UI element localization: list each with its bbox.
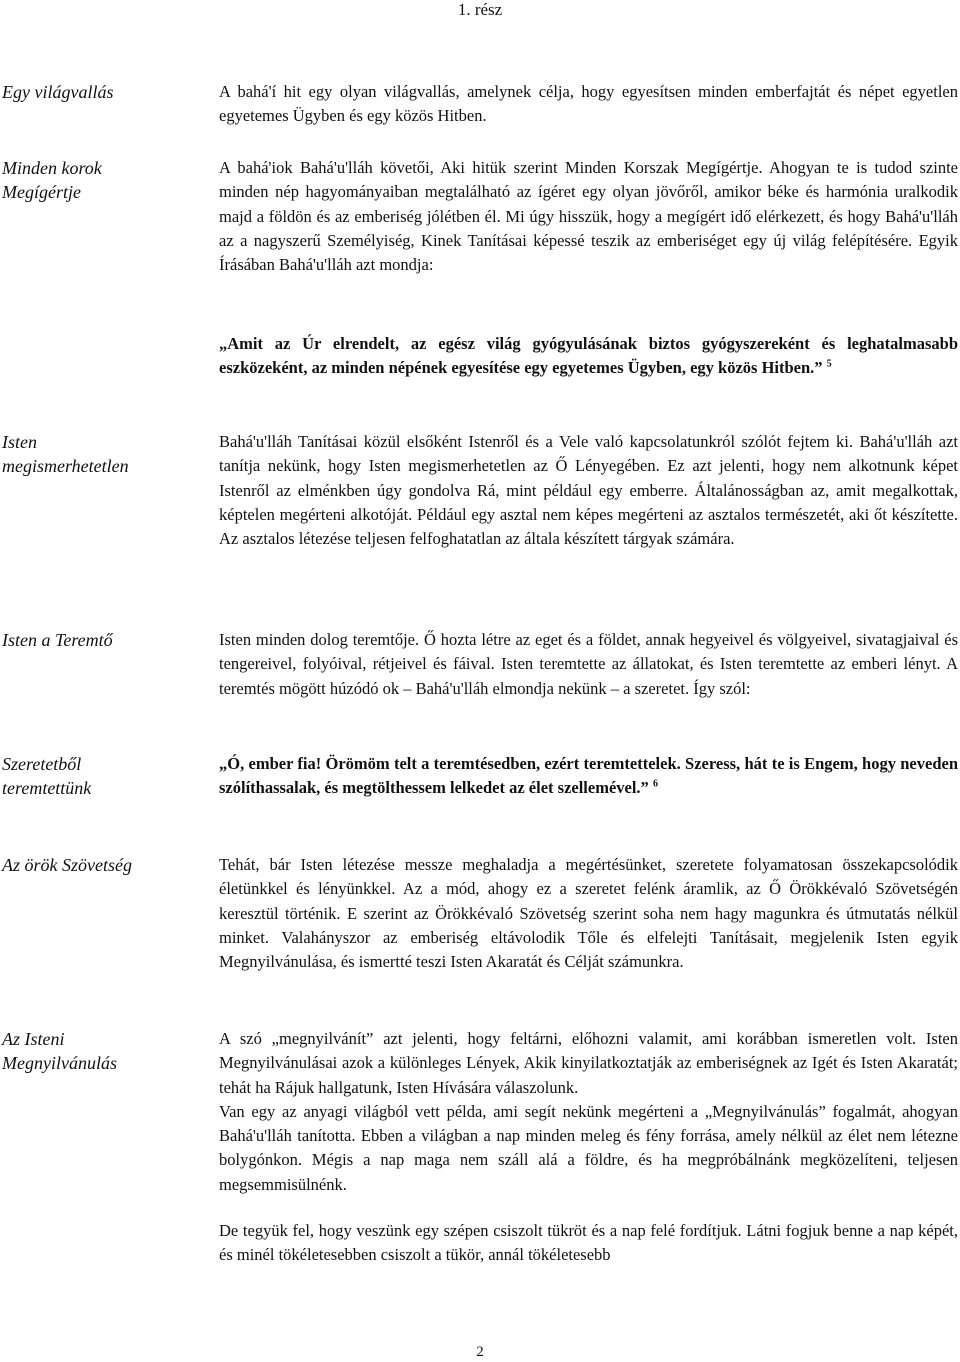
margin-heading-szeretetbol	[2, 752, 192, 800]
margin-heading-szovetseg: Az örök Szövetség	[2, 855, 132, 875]
paragraph-vilagvallas	[219, 80, 958, 129]
paragraph-megismerhetetlen	[219, 430, 958, 551]
paragraph-text: De tegyük fel, hogy veszünk egy szépen csiszolt tükröt és a nap felé fordítjuk. Látni fogjuk benne a nap képét, és minél tökéletesebben csiszolt a tükör, annál tökéletesebb	[219, 1221, 958, 1265]
quote-text: „Amit az Úr elrendelt, az egész világ gyógyulásának biztos gyógyszereként és leghatalmasabb eszközeként, az minden népének egyesítése egy egyetemes Ügyben, egy közös Hitben.”	[219, 334, 958, 378]
quote-block-2	[219, 752, 958, 801]
footnote-marker: 6	[652, 778, 658, 790]
paragraphs-megnyilvanulas	[219, 1027, 958, 1268]
margin-heading-line: Minden korok	[2, 158, 102, 178]
paragraph-szovetseg	[219, 853, 958, 974]
paragraph-text: A szó „megnyilvánít” azt jelenti, hogy feltárni, előhozni valamit, ami korábban ismeretlen volt. Isten Megnyilvánulásai azok a különleges Lények, Akik kinyilatkoztatják az emberiségnek az Igét és Isten Akaratát; tehát ha Rájuk hallgatunk, Isten Hívására válaszolunk.	[219, 1029, 958, 1097]
margin-heading-line: Isten	[2, 432, 37, 452]
margin-heading-line: teremtettünk	[2, 778, 92, 798]
quote-paragraph	[219, 332, 958, 381]
paragraph-text: A bahá'í hit egy olyan világvallás, amelynek célja, hogy egyesítsen minden emberfajtát és népet egyetlen egyetemes Ügyben és egy közös Hitben.	[219, 82, 958, 126]
margin-heading-megnyilvanulas	[2, 1027, 192, 1075]
page-number: 2	[476, 1344, 484, 1360]
paragraph-korok	[219, 156, 958, 277]
quote-text: „Ó, ember fia! Örömöm telt a teremtésedben, ezért teremtettelek. Szeress, hát te is Engem, hogy neveden szólíthassalak, és megtölthessem lelkedet az élet szellemével.”	[219, 754, 958, 798]
margin-heading-line: Megígértje	[2, 182, 81, 202]
paragraph-text: Bahá'u'lláh Tanításai közül elsőként Istenről és a Vele való kapcsolatunkról szólót fejtem ki. Bahá'u'lláh azt tanítja nekünk, hogy Isten megismerhetetlen az Ő Lényegében. Ez azt jelenti, hogy nem alkotnunk képet Istenről az elménkben úgy gondolva Rá, mint például egy emberre. Általánosságban az, amit megalkottak, képtelen megérteni alkotóját. Például egy asztal nem képes megérteni az asztalos természetét, aki őt készítette. Az asztalos létezése teljesen felfoghatatlan az általa készített tárgyak számára.	[219, 432, 958, 549]
quote-paragraph	[219, 752, 958, 801]
margin-heading-megismerhetetlen	[2, 430, 192, 478]
margin-heading-teremto: Isten a Teremtő	[2, 630, 113, 650]
margin-heading-line: Szeretetből	[2, 754, 82, 774]
quote-block-1	[219, 332, 958, 381]
page-header: 1. rész	[457, 0, 503, 19]
paragraph-text: Isten minden dolog teremtője. Ő hozta létre az eget és a földet, annak hegyeivel és völgyeivel, sivatagjaival és tengereivel, folyóival, rétjeivel és fáival. Isten teremtette az állatokat, és Isten teremtette az emberi lényt. A teremtés mögött húzódó ok – Bahá'u'lláh elmondja nekünk – a szeretet. Így szól:	[219, 630, 958, 698]
margin-heading-line: megismerhetetlen	[2, 456, 129, 476]
paragraph-teremto	[219, 628, 958, 701]
margin-heading-line: Megnyilvánulás	[2, 1053, 117, 1073]
paragraph-text: Van egy az anyagi világból vett példa, ami segít nekünk megérteni a „Megnyilvánulás” fogalmát, ahogyan Bahá'u'lláh tanította. Ebben a világban a nap minden meleg és fény forrása, amely nélkül az élet nem létezne bolygónkon. Mégis a nap maga nem száll alá a földre, és ha megpróbálnánk megközelíteni, teljesen megsemmisülnénk.	[219, 1101, 958, 1194]
paragraph-text: A bahá'iok Bahá'u'lláh követői, Aki hitük szerint Minden Korszak Megígértje. Ahogyan te is tudod szinte minden nép hagyományaiban megtalálható az ígéret egy olyan jövőről, amikor béke és harmónia uralkodik majd a földön és az emberiség jólétben él. Mi úgy hisszük, hogy a megígért idő elérkezett, és hogy Bahá'u'lláh az a nagyszerű Személyiség, Kinek Tanításai képessé teszik az emberiséget egy új világ felépítésére. Egyik Írásában Bahá'u'lláh azt mondja:	[219, 158, 958, 275]
margin-heading-line: Az Isteni	[2, 1029, 65, 1049]
paragraph-text: Tehát, bár Isten létezése messze meghaladja a megértésünket, szeretete folyamatosan összekapcsolódik életünkkel és lényünkkel. Az a mód, ahogy ez a szeretet felénk áramlik, az Ő Örökkévaló Szövetségén keresztül történik. E szerint az Örökkévaló Szövetség szerint soha nem hagy magunkra és útmutatás nélkül minket. Valahányszor az emberiség eltávolodik Tőle és elfelejti Tanításait, megjelenik Isten egyik Megnyilvánulása, és ismertté teszi Isten Akaratát és Célját számunkra.	[219, 855, 958, 972]
margin-heading-vilagvallas: Egy világvallás	[2, 82, 114, 102]
footnote-marker: 5	[826, 358, 832, 370]
margin-heading-korok	[2, 156, 192, 204]
